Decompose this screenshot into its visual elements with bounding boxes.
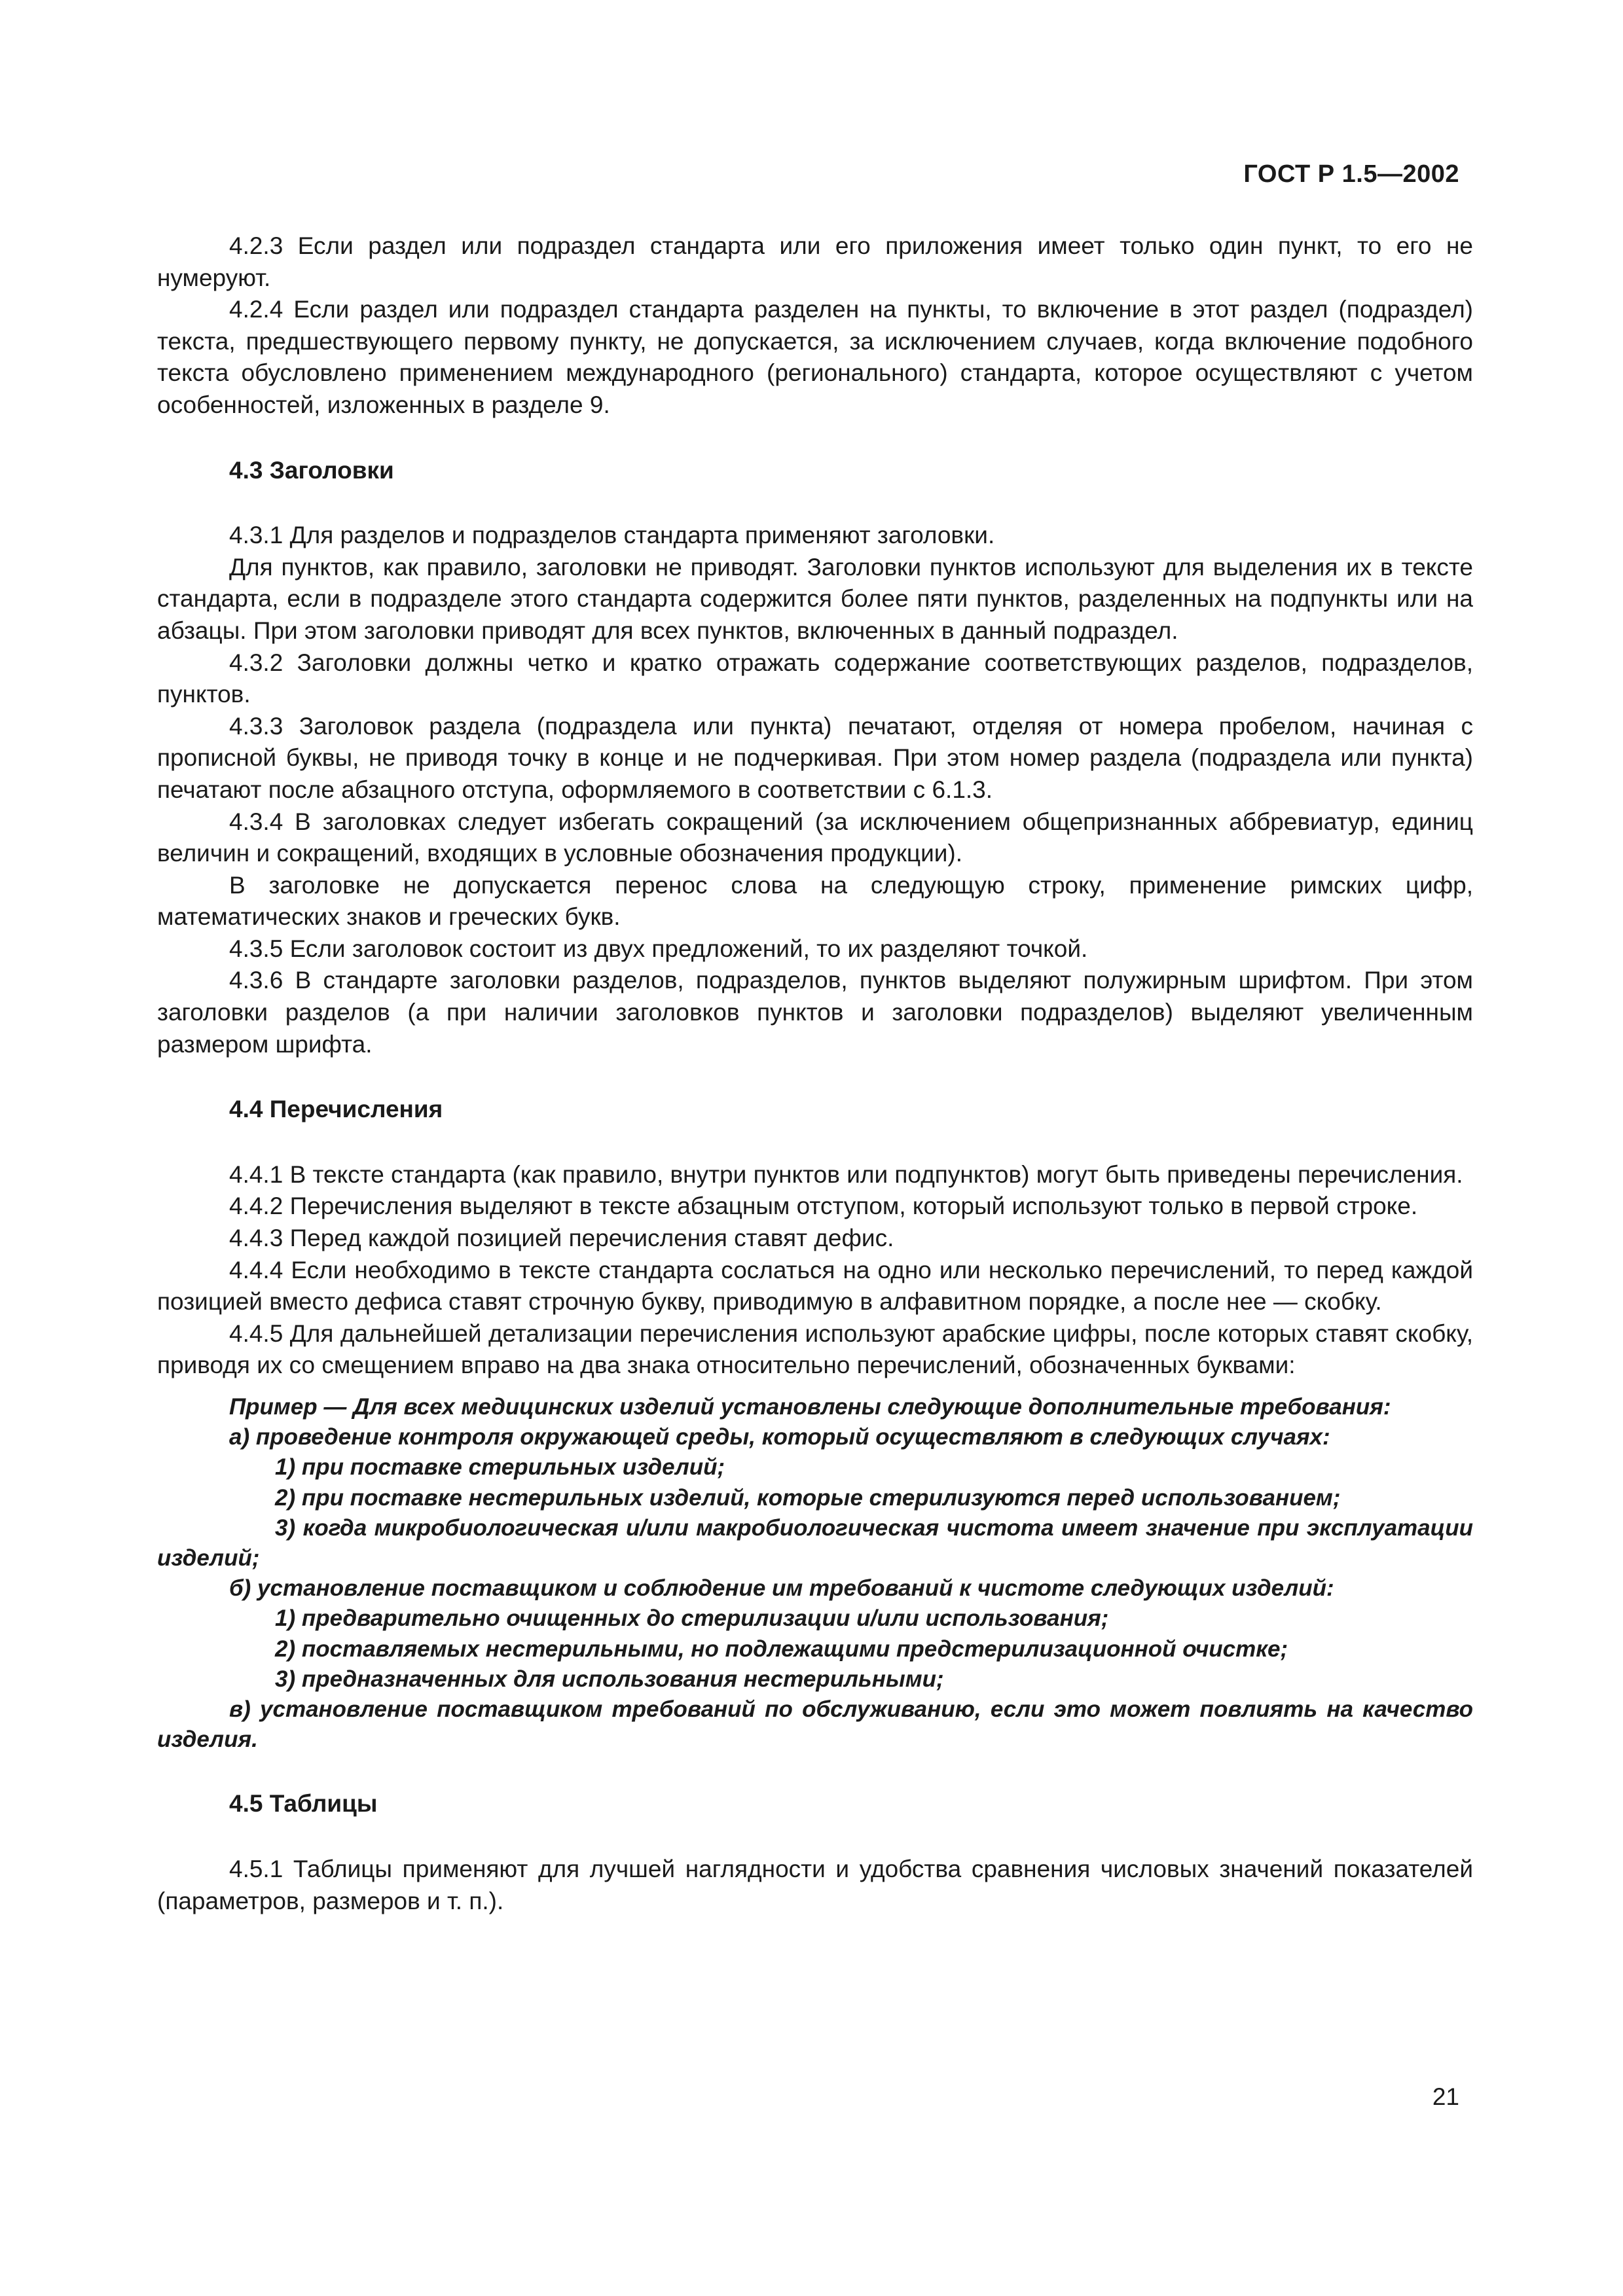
example-item-a-1: 1) при поставке стерильных изделий; [275, 1454, 725, 1480]
example-item-b-3: 3) предназначенных для использования нестерильными; [275, 1666, 944, 1692]
example-item-a: а) проведение контроля окружающей среды, который осуществляют в следующих случаях: [229, 1424, 1330, 1450]
section-heading-4-3: 4.3 Заголовки [229, 456, 394, 484]
example-block [157, 1392, 1473, 1755]
paragraph-4-3-5: 4.3.5 Если заголовок состоит из двух предложений, то их разделяют точкой. [229, 935, 1088, 962]
page-number: 21 [1432, 2083, 1459, 2110]
paragraph-4-3-1: 4.3.1 Для разделов и подразделов стандарта применяют заголовки. [229, 522, 995, 549]
paragraph-4-3-1-cont: Для пунктов, как правило, заголовки не приводят. Заголовки пунктов используют для выделения их в тексте стандарта, если в подразделе этого стандарта содержится более пяти пунктов, разделенных на подпункты или на абзацы. При этом заголовки приводят для всех пунктов, включенных в данный подраздел. [157, 553, 1473, 644]
paragraph-4-3-4-cont: В заголовке не допускается перенос слова на следующую строку, применение римских цифр, математических знаков и греческих букв. [157, 871, 1473, 931]
standard-code-header: ГОСТ Р 1.5—2002 [1243, 160, 1459, 188]
paragraph-4-4-2: 4.4.2 Перечисления выделяют в тексте абзацным отступом, который используют только в первой строке. [229, 1193, 1418, 1220]
paragraph-4-4-5: 4.4.5 Для дальнейшей детализации перечисления используют арабские цифры, после которых ставят скобку, приводя их со смещением вправо на два знака относительно перечислений, обозначенных буквами: [157, 1319, 1473, 1379]
paragraph-4-3-3: 4.3.3 Заголовок раздела (подраздела или пункта) печатают, отделяя от номера пробелом, начиная с прописной буквы, не приводя точку в конце и не подчеркивая. При этом номер раздела (подраздела или пункта) печатают после абзацного отступа, оформляемого в соответствии с 6.1.3. [157, 712, 1473, 803]
paragraph-4-4-3: 4.4.3 Перед каждой позицией перечисления ставят дефис. [229, 1225, 894, 1252]
paragraph-4-4-4: 4.4.4 Если необходимо в тексте стандарта сослаться на одно или несколько перечислений, то перед каждой позицией вместо дефиса ставят строчную букву, приводимую в алфавитном порядке, а после нее — скобку. [157, 1256, 1473, 1316]
section-heading-4-4: 4.4 Перечисления [229, 1096, 443, 1123]
example-item-b-1: 1) предварительно очищенных до стерилизации и/или использования; [275, 1605, 1109, 1632]
paragraph-4-3-2: 4.3.2 Заголовки должны четко и кратко отражать содержание соответствующих разделов, подразделов, пунктов. [157, 649, 1473, 708]
paragraph-4-2-4: 4.2.4 Если раздел или подраздел стандарта разделен на пункты, то включение в этот раздел (подраздел) текста, предшествующего первому пункту, не допускается, за исключением случаев, когда включение подобного текста обусловлено применением международного (регионального) стандарта, которое осуществляют с учетом особенностей, изложенных в разделе 9. [157, 296, 1473, 418]
example-item-c: в) установление поставщиком требований по обслуживанию, если это может повлиять на качество изделия. [157, 1696, 1473, 1753]
example-item-a-3: 3) когда микробиологическая и/или макробиологическая чистота имеет значение при эксплуатации изделий; [157, 1515, 1473, 1571]
section-heading-4-5: 4.5 Таблицы [229, 1790, 378, 1818]
example-item-b: б) установление поставщиком и соблюдение им требований к чистоте следующих изделий: [229, 1575, 1334, 1602]
paragraph-4-3-6: 4.3.6 В стандарте заголовки разделов, подразделов, пунктов выделяют полужирным шрифтом. При этом заголовки разделов (а при наличии заголовков пунктов и заголовки подразделов) выделяют увеличенным размером шрифта. [157, 967, 1473, 1058]
paragraph-4-2-3: 4.2.3 Если раздел или подраздел стандарта или его приложения имеет только один пункт, то его не нумеруют. [157, 232, 1473, 291]
paragraph-4-3-4: 4.3.4 В заголовках следует избегать сокращений (за исключением общепризнанных аббревиатур, единиц величин и сокращений, входящих в условные обозначения продукции). [157, 808, 1473, 867]
document-body [157, 230, 1473, 1917]
example-intro: Пример — Для всех медицинских изделий установлены следующие дополнительные требования: [229, 1394, 1391, 1420]
example-item-b-2: 2) поставляемых нестерильными, но подлежащими предстерилизационной очистке; [275, 1636, 1288, 1662]
paragraph-4-5-1: 4.5.1 Таблицы применяют для лучшей наглядности и удобства сравнения числовых значений показателей (параметров, размеров и т. п.). [157, 1856, 1473, 1914]
example-item-a-2: 2) при поставке нестерильных изделий, которые стерилизуются перед использованием; [275, 1484, 1341, 1511]
paragraph-4-4-1: 4.4.1 В тексте стандарта (как правило, внутри пунктов или подпунктов) могут быть приведены перечисления. [229, 1160, 1463, 1188]
